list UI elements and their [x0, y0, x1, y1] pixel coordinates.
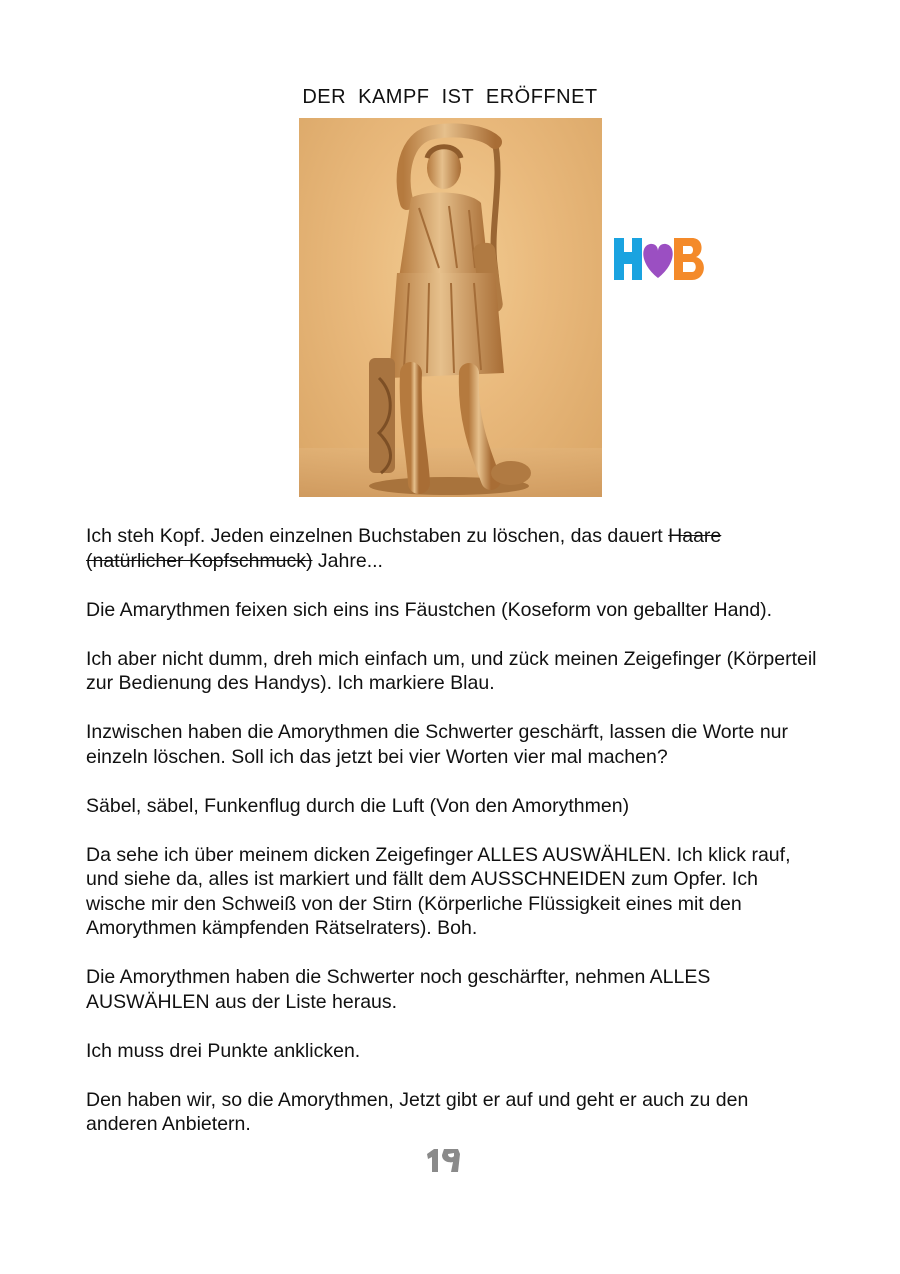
paragraph-text: Jahre... — [312, 549, 383, 572]
paragraph: Säbel, säbel, Funkenflug durch die Luft (Von den Amorythmen) — [86, 794, 630, 817]
paragraph: Inzwischen haben die Amorythmen die Schwerter geschärft, lassen die Worte nur einzeln löschen. Soll ich das jetzt bei vier Worten vier mal machen? — [86, 721, 788, 768]
page-title: DER KAMPF IST ERÖFFNET — [302, 86, 598, 108]
paragraph: Da sehe ich über meinem dicken Zeigefinger ALLES AUSWÄHLEN. Ich klick rauf, und siehe da, alles ist markiert und fällt dem AUSSCHNEIDEN zum Opfer. Ich wische mir den Schweiß von der Stirn (Körperliche Flüssigkeit eines mit den Amorythmen kämpfenden Rätselraters). Boh. — [86, 843, 791, 939]
paragraph — [86, 524, 821, 573]
paragraph: Ich muss drei Punkte anklicken. — [86, 1039, 361, 1062]
page-number — [424, 1146, 464, 1176]
paragraph: Die Amarythmen feixen sich eins ins Fäustchen (Koseform von geballter Hand). — [86, 598, 773, 621]
paragraph-text: Ich steh Kopf. Jeden einzelnen Buchstaben zu löschen, das dauert — [86, 525, 669, 547]
paragraph: Ich aber nicht dumm, dreh mich einfach um, und zück meinen Zeigefinger (Körperteil zur Bedienung des Handys). Ich markiere Blau. — [86, 647, 817, 694]
struck-text: Haare (natürlicher Kopfschmuck) — [86, 525, 722, 572]
paragraph: Die Amorythmen haben die Schwerter noch geschärfter, nehmen ALLES AUSWÄHLEN aus der Liste heraus. — [86, 966, 711, 1013]
paragraph: Den haben wir, so die Amorythmen, Jetzt gibt er auf und geht er auch zu den anderen Anbietern. — [86, 1088, 749, 1135]
hvb-logo — [612, 232, 712, 286]
statue-photo — [299, 118, 602, 497]
body-text — [86, 524, 821, 1161]
